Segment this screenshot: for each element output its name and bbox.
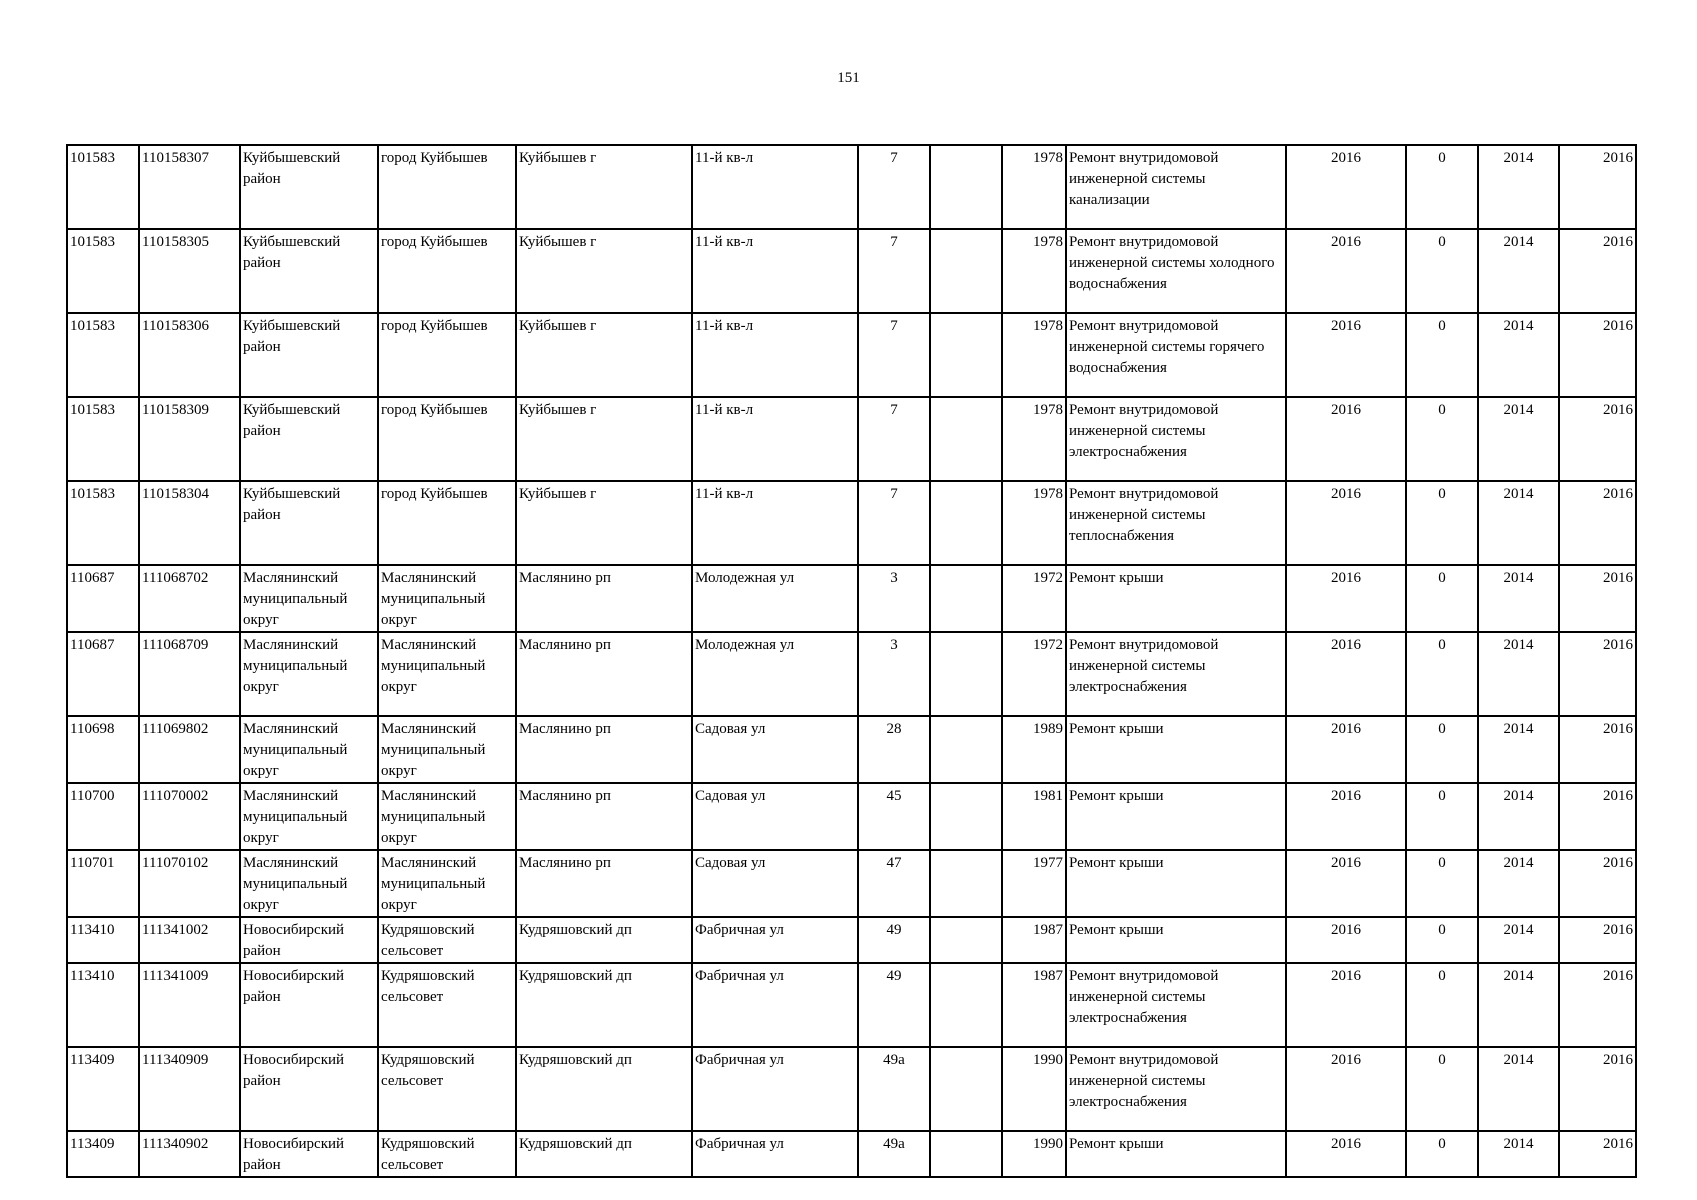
- cell-plan-year: 2016: [1286, 1131, 1406, 1177]
- cell-work-type: Ремонт крыши: [1066, 716, 1286, 783]
- cell-build-year: 1990: [1002, 1047, 1066, 1131]
- cell-municipality: Кудряшовский сельсовет: [378, 1131, 516, 1177]
- cell-blank-column: [930, 229, 1002, 313]
- cell-period-end: 2016: [1559, 397, 1636, 481]
- cell-period-start: 2014: [1478, 716, 1559, 783]
- cell-house-id: 101583: [67, 397, 139, 481]
- cell-house-number: 49а: [858, 1047, 930, 1131]
- cell-house-number: 49: [858, 917, 930, 963]
- cell-street: 11-й кв-л: [692, 229, 858, 313]
- cell-house-id: 113410: [67, 963, 139, 1047]
- cell-house-number: 45: [858, 783, 930, 850]
- cell-street: Садовая ул: [692, 716, 858, 783]
- table-row: [67, 397, 1636, 481]
- cell-period-end: 2016: [1559, 917, 1636, 963]
- cell-work-id: 111070002: [139, 783, 240, 850]
- cell-work-type: Ремонт внутридомовой инженерной системы канализации: [1066, 145, 1286, 229]
- cell-work-id: 110158305: [139, 229, 240, 313]
- cell-municipality: город Куйбышев: [378, 145, 516, 229]
- cell-amount: 0: [1406, 313, 1478, 397]
- table-row: [67, 632, 1636, 716]
- table-row: [67, 481, 1636, 565]
- cell-municipality: Маслянинский муниципальный округ: [378, 565, 516, 632]
- cell-settlement: Куйбышев г: [516, 229, 692, 313]
- cell-house-id: 101583: [67, 145, 139, 229]
- cell-build-year: 1978: [1002, 313, 1066, 397]
- table-row: [67, 1131, 1636, 1177]
- cell-district: Маслянинский муниципальный округ: [240, 632, 378, 716]
- cell-district: Куйбышевский район: [240, 313, 378, 397]
- table-row: [67, 313, 1636, 397]
- cell-period-start: 2014: [1478, 145, 1559, 229]
- table-row: [67, 850, 1636, 917]
- cell-period-start: 2014: [1478, 397, 1559, 481]
- cell-period-start: 2014: [1478, 783, 1559, 850]
- cell-amount: 0: [1406, 565, 1478, 632]
- cell-settlement: Кудряшовский дп: [516, 1131, 692, 1177]
- cell-plan-year: 2016: [1286, 963, 1406, 1047]
- cell-work-type: Ремонт внутридомовой инженерной системы электроснабжения: [1066, 397, 1286, 481]
- cell-work-type: Ремонт крыши: [1066, 1131, 1286, 1177]
- cell-blank-column: [930, 716, 1002, 783]
- cell-period-start: 2014: [1478, 850, 1559, 917]
- cell-settlement: Маслянино рп: [516, 716, 692, 783]
- cell-work-type: Ремонт внутридомовой инженерной системы теплоснабжения: [1066, 481, 1286, 565]
- cell-blank-column: [930, 917, 1002, 963]
- cell-settlement: Маслянино рп: [516, 632, 692, 716]
- cell-period-end: 2016: [1559, 1131, 1636, 1177]
- cell-house-id: 113409: [67, 1131, 139, 1177]
- cell-settlement: Куйбышев г: [516, 145, 692, 229]
- cell-period-start: 2014: [1478, 917, 1559, 963]
- page-number: 151: [837, 70, 860, 86]
- cell-amount: 0: [1406, 397, 1478, 481]
- cell-amount: 0: [1406, 481, 1478, 565]
- cell-period-start: 2014: [1478, 313, 1559, 397]
- cell-settlement: Маслянино рп: [516, 850, 692, 917]
- cell-district: Куйбышевский район: [240, 397, 378, 481]
- cell-house-number: 3: [858, 632, 930, 716]
- cell-municipality: город Куйбышев: [378, 229, 516, 313]
- cell-settlement: Кудряшовский дп: [516, 963, 692, 1047]
- cell-district: Новосибирский район: [240, 1047, 378, 1131]
- capital-repair-table: [66, 144, 1637, 1178]
- cell-amount: 0: [1406, 850, 1478, 917]
- table-row: [67, 229, 1636, 313]
- cell-municipality: город Куйбышев: [378, 313, 516, 397]
- cell-period-start: 2014: [1478, 1131, 1559, 1177]
- cell-municipality: Маслянинский муниципальный округ: [378, 850, 516, 917]
- cell-settlement: Маслянино рп: [516, 783, 692, 850]
- cell-street: Фабричная ул: [692, 917, 858, 963]
- table-row: [67, 783, 1636, 850]
- cell-build-year: 1987: [1002, 917, 1066, 963]
- cell-blank-column: [930, 565, 1002, 632]
- cell-house-number: 28: [858, 716, 930, 783]
- cell-build-year: 1990: [1002, 1131, 1066, 1177]
- cell-district: Новосибирский район: [240, 1131, 378, 1177]
- cell-street: 11-й кв-л: [692, 397, 858, 481]
- table-row: [67, 1047, 1636, 1131]
- table-row: [67, 565, 1636, 632]
- cell-work-id: 110158307: [139, 145, 240, 229]
- cell-house-id: 101583: [67, 313, 139, 397]
- cell-municipality: Кудряшовский сельсовет: [378, 1047, 516, 1131]
- cell-amount: 0: [1406, 917, 1478, 963]
- table-row: [67, 917, 1636, 963]
- cell-work-id: 110158309: [139, 397, 240, 481]
- cell-work-id: 111340902: [139, 1131, 240, 1177]
- cell-street: Фабричная ул: [692, 1131, 858, 1177]
- cell-amount: 0: [1406, 963, 1478, 1047]
- cell-house-number: 7: [858, 481, 930, 565]
- cell-period-end: 2016: [1559, 145, 1636, 229]
- cell-house-id: 110698: [67, 716, 139, 783]
- cell-settlement: Куйбышев г: [516, 481, 692, 565]
- cell-plan-year: 2016: [1286, 481, 1406, 565]
- cell-blank-column: [930, 481, 1002, 565]
- cell-work-id: 111341002: [139, 917, 240, 963]
- cell-amount: 0: [1406, 716, 1478, 783]
- cell-street: Садовая ул: [692, 850, 858, 917]
- cell-work-type: Ремонт внутридомовой инженерной системы электроснабжения: [1066, 963, 1286, 1047]
- cell-district: Маслянинский муниципальный округ: [240, 716, 378, 783]
- cell-work-type: Ремонт крыши: [1066, 783, 1286, 850]
- cell-work-id: 111070102: [139, 850, 240, 917]
- cell-work-type: Ремонт внутридомовой инженерной системы электроснабжения: [1066, 632, 1286, 716]
- cell-blank-column: [930, 1131, 1002, 1177]
- cell-work-id: 111069802: [139, 716, 240, 783]
- cell-work-id: 110158304: [139, 481, 240, 565]
- table-row: [67, 145, 1636, 229]
- cell-work-id: 110158306: [139, 313, 240, 397]
- cell-municipality: Кудряшовский сельсовет: [378, 917, 516, 963]
- cell-plan-year: 2016: [1286, 145, 1406, 229]
- cell-municipality: Маслянинский муниципальный округ: [378, 632, 516, 716]
- cell-street: 11-й кв-л: [692, 313, 858, 397]
- table-row: [67, 963, 1636, 1047]
- cell-blank-column: [930, 397, 1002, 481]
- cell-period-start: 2014: [1478, 229, 1559, 313]
- cell-amount: 0: [1406, 783, 1478, 850]
- cell-street: Фабричная ул: [692, 1047, 858, 1131]
- cell-house-number: 7: [858, 229, 930, 313]
- cell-period-end: 2016: [1559, 1047, 1636, 1131]
- cell-house-id: 113410: [67, 917, 139, 963]
- cell-settlement: Кудряшовский дп: [516, 1047, 692, 1131]
- cell-period-start: 2014: [1478, 963, 1559, 1047]
- cell-blank-column: [930, 850, 1002, 917]
- cell-municipality: город Куйбышев: [378, 397, 516, 481]
- cell-build-year: 1978: [1002, 229, 1066, 313]
- cell-work-id: 111341009: [139, 963, 240, 1047]
- cell-plan-year: 2016: [1286, 229, 1406, 313]
- cell-period-end: 2016: [1559, 565, 1636, 632]
- cell-period-end: 2016: [1559, 481, 1636, 565]
- cell-period-start: 2014: [1478, 481, 1559, 565]
- cell-work-id: 111068702: [139, 565, 240, 632]
- cell-blank-column: [930, 632, 1002, 716]
- cell-street: 11-й кв-л: [692, 481, 858, 565]
- cell-build-year: 1989: [1002, 716, 1066, 783]
- cell-house-number: 7: [858, 397, 930, 481]
- cell-period-end: 2016: [1559, 963, 1636, 1047]
- cell-house-id: 110700: [67, 783, 139, 850]
- cell-blank-column: [930, 783, 1002, 850]
- cell-settlement: Маслянино рп: [516, 565, 692, 632]
- table-row: [67, 716, 1636, 783]
- cell-period-end: 2016: [1559, 229, 1636, 313]
- cell-blank-column: [930, 145, 1002, 229]
- cell-build-year: 1978: [1002, 397, 1066, 481]
- cell-work-type: Ремонт внутридомовой инженерной системы горячего водоснабжения: [1066, 313, 1286, 397]
- cell-district: Новосибирский район: [240, 917, 378, 963]
- cell-period-end: 2016: [1559, 313, 1636, 397]
- cell-work-type: Ремонт крыши: [1066, 850, 1286, 917]
- cell-house-number: 7: [858, 313, 930, 397]
- cell-plan-year: 2016: [1286, 716, 1406, 783]
- cell-plan-year: 2016: [1286, 783, 1406, 850]
- cell-build-year: 1978: [1002, 145, 1066, 229]
- cell-amount: 0: [1406, 1047, 1478, 1131]
- cell-amount: 0: [1406, 145, 1478, 229]
- cell-amount: 0: [1406, 229, 1478, 313]
- cell-plan-year: 2016: [1286, 397, 1406, 481]
- cell-house-id: 110687: [67, 632, 139, 716]
- cell-district: Маслянинский муниципальный округ: [240, 565, 378, 632]
- cell-plan-year: 2016: [1286, 632, 1406, 716]
- cell-period-start: 2014: [1478, 632, 1559, 716]
- cell-house-number: 3: [858, 565, 930, 632]
- cell-house-id: 110687: [67, 565, 139, 632]
- cell-blank-column: [930, 963, 1002, 1047]
- table-body: [67, 145, 1636, 1177]
- cell-work-type: Ремонт внутридомовой инженерной системы электроснабжения: [1066, 1047, 1286, 1131]
- cell-district: Куйбышевский район: [240, 145, 378, 229]
- cell-work-type: Ремонт крыши: [1066, 917, 1286, 963]
- cell-plan-year: 2016: [1286, 1047, 1406, 1131]
- cell-district: Куйбышевский район: [240, 229, 378, 313]
- cell-settlement: Куйбышев г: [516, 313, 692, 397]
- cell-district: Маслянинский муниципальный округ: [240, 850, 378, 917]
- cell-house-id: 110701: [67, 850, 139, 917]
- cell-period-start: 2014: [1478, 1047, 1559, 1131]
- cell-period-start: 2014: [1478, 565, 1559, 632]
- cell-build-year: 1972: [1002, 632, 1066, 716]
- cell-period-end: 2016: [1559, 716, 1636, 783]
- cell-street: Молодежная ул: [692, 632, 858, 716]
- cell-settlement: Куйбышев г: [516, 397, 692, 481]
- cell-municipality: Маслянинский муниципальный округ: [378, 783, 516, 850]
- cell-period-end: 2016: [1559, 632, 1636, 716]
- cell-work-id: 111068709: [139, 632, 240, 716]
- cell-build-year: 1978: [1002, 481, 1066, 565]
- cell-house-number: 7: [858, 145, 930, 229]
- cell-work-type: Ремонт внутридомовой инженерной системы холодного водоснабжения: [1066, 229, 1286, 313]
- cell-build-year: 1977: [1002, 850, 1066, 917]
- cell-house-id: 113409: [67, 1047, 139, 1131]
- cell-amount: 0: [1406, 1131, 1478, 1177]
- cell-plan-year: 2016: [1286, 313, 1406, 397]
- cell-period-end: 2016: [1559, 850, 1636, 917]
- cell-district: Новосибирский район: [240, 963, 378, 1047]
- cell-municipality: город Куйбышев: [378, 481, 516, 565]
- cell-blank-column: [930, 1047, 1002, 1131]
- cell-work-id: 111340909: [139, 1047, 240, 1131]
- cell-period-end: 2016: [1559, 783, 1636, 850]
- cell-plan-year: 2016: [1286, 917, 1406, 963]
- cell-blank-column: [930, 313, 1002, 397]
- cell-build-year: 1981: [1002, 783, 1066, 850]
- cell-settlement: Кудряшовский дп: [516, 917, 692, 963]
- cell-street: Молодежная ул: [692, 565, 858, 632]
- cell-district: Маслянинский муниципальный округ: [240, 783, 378, 850]
- cell-house-number: 49: [858, 963, 930, 1047]
- cell-build-year: 1987: [1002, 963, 1066, 1047]
- cell-build-year: 1972: [1002, 565, 1066, 632]
- cell-house-id: 101583: [67, 229, 139, 313]
- cell-municipality: Кудряшовский сельсовет: [378, 963, 516, 1047]
- cell-amount: 0: [1406, 632, 1478, 716]
- cell-house-id: 101583: [67, 481, 139, 565]
- cell-district: Куйбышевский район: [240, 481, 378, 565]
- cell-work-type: Ремонт крыши: [1066, 565, 1286, 632]
- cell-street: Фабричная ул: [692, 963, 858, 1047]
- cell-street: Садовая ул: [692, 783, 858, 850]
- cell-street: 11-й кв-л: [692, 145, 858, 229]
- cell-house-number: 47: [858, 850, 930, 917]
- cell-house-number: 49а: [858, 1131, 930, 1177]
- cell-plan-year: 2016: [1286, 565, 1406, 632]
- cell-plan-year: 2016: [1286, 850, 1406, 917]
- cell-municipality: Маслянинский муниципальный округ: [378, 716, 516, 783]
